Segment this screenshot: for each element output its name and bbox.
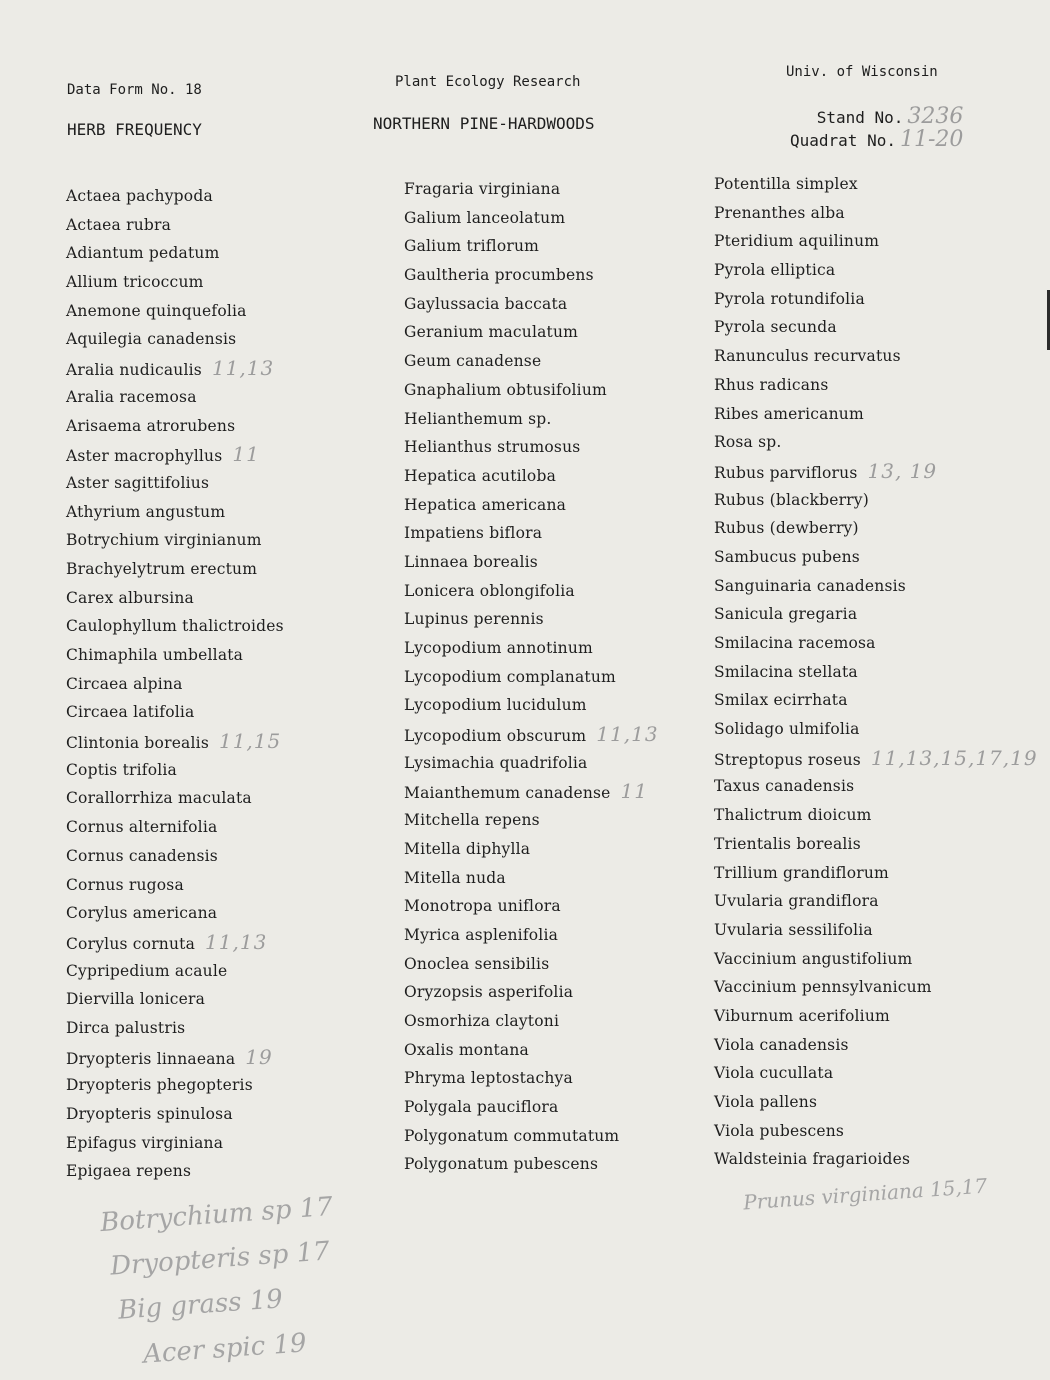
species-name: Lycopodium complanatum (404, 667, 616, 686)
species-row (714, 543, 1044, 572)
species-name: Rubus (blackberry) (714, 490, 869, 509)
species-row (404, 519, 714, 548)
species-name: Galium triflorum (404, 237, 540, 256)
species-name: Prenanthes alba (714, 203, 845, 222)
species-row (404, 548, 714, 577)
species-name: Helianthemum sp. (404, 409, 552, 428)
species-name: Lycopodium lucidulum (404, 696, 587, 715)
species-name: Uvularia grandiflora (714, 892, 879, 911)
species-row (714, 715, 1044, 744)
species-name: Smilacina stellata (714, 662, 858, 681)
species-row (714, 801, 1044, 830)
form-number: Data Form No. 18 (67, 82, 202, 98)
species-row (714, 658, 1044, 687)
species-row (714, 744, 1044, 773)
species-name: Epigaea repens (66, 1162, 192, 1181)
stand-quadrat-block (790, 106, 963, 152)
species-row (714, 916, 1044, 945)
species-name: Viola pallens (714, 1093, 818, 1111)
species-row (404, 950, 714, 979)
species-row (404, 720, 714, 749)
species-name: Chimaphila umbellata (66, 646, 244, 664)
species-name: Thalictrum dioicum (714, 806, 872, 825)
handwritten-note-1: Botrychium sp 17 (99, 1191, 334, 1239)
species-row (66, 440, 376, 469)
species-name: Polygonatum pubescens (404, 1155, 599, 1174)
species-row (404, 318, 714, 347)
species-name: Geum canadense (404, 352, 542, 371)
species-name: Epifagus virginiana (66, 1133, 224, 1152)
species-row (66, 871, 376, 900)
species-row (404, 491, 714, 520)
species-name: Dryopteris linnaeana (66, 1049, 236, 1068)
species-name: Impatiens biflora (404, 524, 543, 543)
species-name: Aquilegia canadensis (66, 330, 237, 349)
species-row (66, 784, 376, 813)
species-row (66, 1100, 376, 1129)
species-row (404, 261, 714, 290)
species-name: Anemone quinquefolia (66, 301, 247, 320)
species-name: Polygonatum commutatum (404, 1126, 620, 1145)
species-row (714, 1088, 1044, 1117)
species-row (66, 268, 376, 297)
species-name: Smilacina racemosa (714, 634, 876, 652)
species-row (66, 727, 376, 756)
species-name: Gnaphalium obtusifolium (404, 380, 607, 399)
species-name: Solidago ulmifolia (714, 720, 860, 739)
species-name: Monotropa uniflora (404, 897, 561, 916)
species-row (404, 347, 714, 376)
species-name: Pyrola secunda (714, 318, 837, 337)
species-row (66, 1157, 376, 1186)
species-row (66, 928, 376, 957)
species-row (66, 957, 376, 986)
quadrat-value: 11-20 (899, 127, 964, 152)
species-row (404, 892, 714, 921)
species-row (404, 978, 714, 1007)
species-name: Botrychium virginianum (66, 531, 262, 550)
species-row (714, 686, 1044, 715)
frequency-note: 13, 19 (867, 458, 938, 483)
species-row (404, 577, 714, 606)
species-name: Galium lanceolatum (404, 208, 566, 227)
species-name: Circaea alpina (66, 674, 183, 693)
species-name: Rhus radicans (714, 375, 829, 394)
quadrat-label: Quadrat No. (790, 131, 896, 150)
species-row (404, 376, 714, 405)
species-name: Allium tricoccum (66, 273, 204, 292)
species-name: Viola cucullata (714, 1064, 834, 1083)
species-row (66, 813, 376, 842)
species-row (714, 1059, 1044, 1088)
species-name: Ranunculus recurvatus (714, 347, 901, 366)
handwritten-note-4: Acer spic 19 (142, 1328, 308, 1370)
species-name: Aster macrophyllus (66, 447, 223, 466)
species-name: Onoclea sensibilis (404, 954, 550, 973)
species-name: Osmorhiza claytoni (404, 1011, 560, 1030)
species-row (714, 170, 1044, 199)
species-row (714, 227, 1044, 256)
species-row (714, 371, 1044, 400)
species-row (66, 899, 376, 928)
species-column-3 (714, 170, 1044, 1174)
species-name: Linnaea borealis (404, 552, 538, 571)
species-row (66, 182, 376, 211)
species-row (714, 514, 1044, 543)
species-row (404, 864, 714, 893)
species-name: Cypripedium acaule (66, 961, 228, 980)
species-name: Viola pubescens (714, 1121, 845, 1140)
species-name: Fragaria virginiana (404, 180, 561, 198)
species-name: Arisaema atrorubens (66, 416, 236, 435)
species-row (66, 985, 376, 1014)
species-name: Rubus (dewberry) (714, 519, 859, 538)
species-row (714, 400, 1044, 429)
species-name: Hepatica americana (404, 495, 567, 514)
species-name: Lupinus perennis (404, 610, 544, 629)
species-name: Ribes americanum (714, 404, 864, 423)
species-name: Pyrola rotundifolia (714, 289, 865, 308)
frequency-note: 11 (620, 779, 648, 804)
species-name: Dryopteris spinulosa (66, 1105, 233, 1123)
species-row (66, 1129, 376, 1158)
species-name: Smilax ecirrhata (714, 691, 848, 710)
species-row (66, 526, 376, 555)
species-row (66, 412, 376, 441)
species-name: Adiantum pedatum (66, 244, 220, 263)
species-row (66, 297, 376, 326)
species-row (404, 462, 714, 491)
species-row (66, 698, 376, 727)
species-name: Corylus americana (66, 904, 218, 923)
species-row (714, 859, 1044, 888)
species-row (404, 634, 714, 663)
species-row (66, 383, 376, 412)
species-name: Rubus parviflorus (714, 463, 858, 482)
species-row (66, 555, 376, 584)
species-name: Sanicula gregaria (714, 605, 858, 624)
species-row (404, 1007, 714, 1036)
species-name: Gaultheria procumbens (404, 266, 594, 285)
species-row (66, 239, 376, 268)
species-row (714, 887, 1044, 916)
species-row (66, 1071, 376, 1100)
species-row (714, 428, 1044, 457)
species-row (404, 1036, 714, 1065)
species-row (714, 313, 1044, 342)
frequency-note: 11 (232, 442, 260, 467)
species-name: Mitella nuda (404, 868, 506, 887)
species-name: Actaea rubra (66, 215, 172, 234)
species-name: Brachyelytrum erectum (66, 559, 258, 578)
species-row (404, 605, 714, 634)
species-name: Mitchella repens (404, 811, 540, 830)
frequency-note: 11,13,15,17,19 (870, 745, 1038, 770)
species-row (404, 1064, 714, 1093)
species-row (66, 211, 376, 240)
species-name: Trillium grandiflorum (714, 863, 889, 882)
frequency-note: 11,15 (218, 729, 282, 754)
university-name: Univ. of Wisconsin (786, 64, 938, 80)
species-name: Circaea latifolia (66, 703, 195, 722)
species-row (404, 405, 714, 434)
species-row (714, 256, 1044, 285)
species-name: Diervilla lonicera (66, 990, 206, 1009)
species-name: Helianthus strumosus (404, 438, 581, 457)
species-row (714, 772, 1044, 801)
species-row (714, 457, 1044, 486)
frequency-note: 11,13 (596, 722, 659, 747)
species-name: Taxus canadensis (714, 777, 855, 796)
species-row (66, 469, 376, 498)
species-name: Oxalis montana (404, 1040, 529, 1059)
species-row (404, 806, 714, 835)
frequency-note: 11,13 (211, 356, 275, 381)
species-row (404, 433, 714, 462)
species-name: Potentilla simplex (714, 175, 858, 193)
species-row (404, 691, 714, 720)
species-name: Clintonia borealis (66, 734, 209, 753)
species-name: Phryma leptostachya (404, 1069, 573, 1088)
species-name: Aster sagittifolius (66, 473, 210, 492)
species-name: Trientalis borealis (714, 834, 861, 853)
species-row (66, 670, 376, 699)
species-row (404, 1093, 714, 1122)
handwritten-note-2: Dryopteris sp 17 (109, 1236, 331, 1282)
species-name: Corylus cornuta (66, 934, 196, 953)
species-name: Pyrola elliptica (714, 261, 836, 280)
species-row (66, 1043, 376, 1072)
species-row (404, 1122, 714, 1151)
species-name: Waldsteinia fragarioides (714, 1150, 911, 1169)
species-name: Sambucus pubens (714, 547, 860, 566)
species-name: Dirca palustris (66, 1018, 186, 1037)
species-row (714, 973, 1044, 1002)
species-column-2 (404, 175, 714, 1179)
stand-row (790, 106, 963, 129)
stand-label: Stand No. (816, 108, 904, 127)
species-name: Cornus alternifolia (66, 818, 218, 837)
species-row (714, 945, 1044, 974)
species-row (66, 325, 376, 354)
species-column-1 (66, 182, 376, 1186)
species-row (714, 1117, 1044, 1146)
species-name: Coptis trifolia (66, 760, 178, 779)
species-row (404, 175, 714, 204)
species-name: Sanguinaria canadensis (714, 576, 906, 595)
species-row (66, 641, 376, 670)
species-name: Lycopodium annotinum (404, 639, 593, 657)
species-row (714, 1031, 1044, 1060)
species-row (404, 663, 714, 692)
species-row (66, 584, 376, 613)
species-row (66, 756, 376, 785)
species-name: Uvularia sessilifolia (714, 920, 873, 939)
species-row (714, 600, 1044, 629)
species-row (66, 842, 376, 871)
species-row (66, 354, 376, 383)
species-row (714, 830, 1044, 859)
quadrat-row (790, 129, 963, 152)
species-name: Myrica asplenifolia (404, 925, 559, 944)
species-row (404, 1150, 714, 1179)
handwritten-note-right: Prunus virginiana 15,17 (742, 1173, 988, 1215)
species-name: Hepatica acutiloba (404, 466, 557, 485)
species-name: Actaea pachypoda (66, 187, 213, 205)
species-name: Cornus canadensis (66, 846, 218, 865)
species-row (714, 199, 1044, 228)
species-name: Lonicera oblongifolia (404, 581, 575, 600)
species-name: Aralia nudicaulis (66, 361, 202, 380)
species-name: Rosa sp. (714, 433, 782, 452)
species-name: Dryopteris phegopteris (66, 1076, 253, 1095)
species-row (714, 1002, 1044, 1031)
species-name: Viburnum acerifolium (714, 1006, 890, 1025)
species-name: Viola canadensis (714, 1035, 849, 1054)
species-row (714, 342, 1044, 371)
species-name: Lycopodium obscurum (404, 727, 587, 746)
frequency-note: 11,13 (205, 929, 268, 954)
species-row (404, 835, 714, 864)
species-name: Polygala pauciflora (404, 1098, 559, 1116)
species-row (404, 204, 714, 233)
species-row (404, 921, 714, 950)
species-row (404, 777, 714, 806)
species-row (404, 749, 714, 778)
species-name: Mitella diphylla (404, 839, 531, 858)
species-name: Maianthemum canadense (404, 784, 611, 803)
species-row (404, 290, 714, 319)
stand-value: 3236 (907, 104, 964, 129)
species-name: Vaccinium angustifolium (714, 949, 913, 968)
species-row (404, 232, 714, 261)
species-name: Geranium maculatum (404, 323, 579, 342)
handwritten-note-3: Big grass 19 (117, 1284, 284, 1326)
species-row (714, 486, 1044, 515)
species-name: Athyrium angustum (66, 502, 226, 521)
species-row (66, 612, 376, 641)
frequency-note: 19 (245, 1044, 273, 1069)
species-row (714, 572, 1044, 601)
research-title: Plant Ecology Research (395, 74, 581, 90)
species-name: Gaylussacia baccata (404, 294, 568, 313)
species-row (66, 498, 376, 527)
species-name: Pteridium aquilinum (714, 232, 880, 251)
species-row (714, 285, 1044, 314)
species-name: Aralia racemosa (66, 387, 197, 406)
species-name: Corallorrhiza maculata (66, 789, 252, 808)
species-row (66, 1014, 376, 1043)
species-row (714, 1145, 1044, 1174)
species-row (714, 629, 1044, 658)
species-name: Carex albursina (66, 588, 194, 607)
community-title: NORTHERN PINE-HARDWOODS (373, 114, 595, 133)
species-name: Caulophyllum thalictroides (66, 617, 284, 636)
form-title: HERB FREQUENCY (67, 120, 202, 139)
species-name: Oryzopsis asperifolia (404, 983, 574, 1002)
species-name: Cornus rugosa (66, 875, 184, 894)
species-name: Vaccinium pennsylvanicum (714, 978, 932, 997)
species-name: Lysimachia quadrifolia (404, 753, 588, 772)
species-name: Streptopus roseus (714, 750, 861, 769)
